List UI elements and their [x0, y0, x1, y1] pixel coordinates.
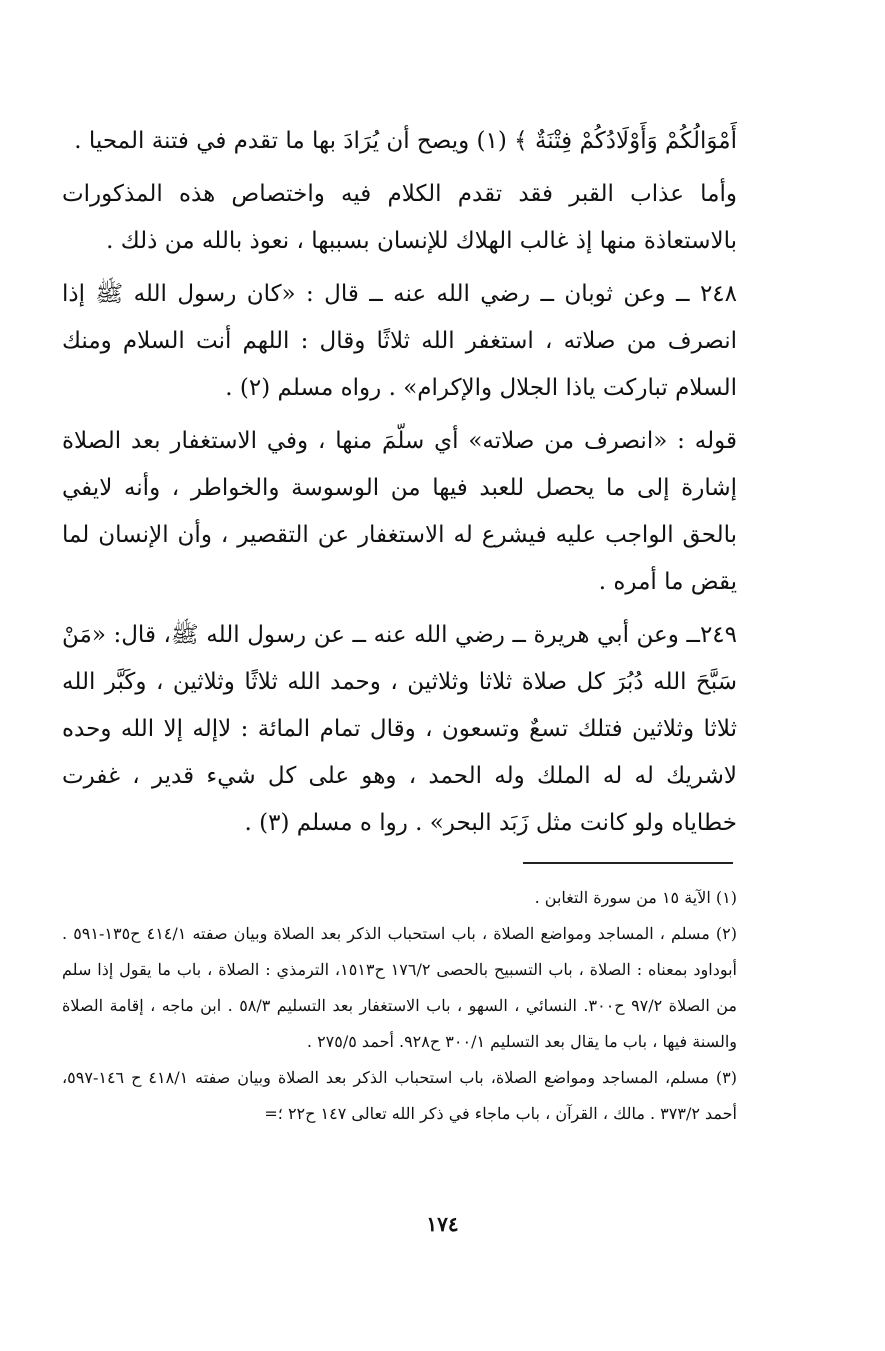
paragraph-grave-punishment: وأما عذاب القبر فقد تقدم الكلام فيه واختصاص هذه المذكورات بالاستعاذة منها إذ غالب الهلاك للإنسان بسببها ، نعوذ بالله من ذلك . [62, 181, 737, 254]
footnote-2: (٢) مسلم ، المساجد ومواضع الصلاة ، باب استحباب الذكر بعد الصلاة وبيان صفته ٤١٤/١ ح١٣٥-٥٩١ . أبوداود بمعناه : الصلاة ، باب التسبيح بالحصى ١٧٦/٢ ح١٥١٣، الترمذي : الصلاة ، باب ما يقول إذا سلم من الصلاة ٩٧/٢ ح٣٠٠. النسائي ، السهو ، باب الاستغفار بعد التسليم ٥٨/٣ . ابن ماجه ، إقامة الصلاة والسنة فيها ، باب ما يقال بعد التسليم ٣٠٠/١ ح٩٢٨. أحمد ٢٧٥/٥ . [62, 924, 738, 1051]
commentary-248: قوله : «انصرف من صلاته» أي سلّمَ منها ، وفي الاستغفار بعد الصلاة إشارة إلى ما يحصل للعبد فيها من الوسوسة والخواطر ، وأنه لايفي بالحق الواجب عليه فيشرع له الاستغفار عن التقصير ، وأن الإنسان لما يقض ما أمره . [62, 428, 737, 595]
page-number: ١٧٤ [426, 1212, 459, 1236]
footnote-divider [523, 862, 733, 864]
hadith-249: ٢٤٩ــ وعن أبي هريرة ــ رضي الله عنه ــ عن رسول الله ﷺ، قال: «مَنْ سَبَّحَ الله دُبُرَ كل صلاة ثلاثا وثلاثين ، وحمد الله ثلاثًا وثلاثين ، وكَبَّر الله ثلاثا وثلاثين فتلك تسعٌ وتسعون ، وقال تمام المائة : لاإله إلا الله وحده لاشريك له له الملك وله الحمد ، وهو على كل شيء قدير ، غفرت خطاياه ولو كانت مثل زَبَد البحر» . روا ه مسلم (٣) . [62, 622, 737, 836]
main-text [62, 118, 737, 853]
footnote-3: (٣) مسلم، المساجد ومواضع الصلاة، باب استحباب الذكر بعد الصلاة وبيان صفته ٤١٨/١ ح ١٤٦-٥٩٧، أحمد ٣٧٣/٢ . مالك ، القرآن ، باب ماجاء في ذكر الله تعالى ١٤٧ ح٢٢ ؛= [62, 1068, 738, 1123]
hadith-248: ٢٤٨ ــ وعن ثوبان ــ رضي الله عنه ــ قال : «كان رسول الله ﷺ إذا انصرف من صلاته ، استغفر الله ثلاثًا وقال : اللهم أنت السلام ومنك السلام تباركت ياذا الجلال والإكرام» . رواه مسلم (٢) . [62, 281, 737, 401]
footnotes [62, 880, 737, 1132]
paragraph-quran-continuation: أَمْوَالُكُمْ وَأَوْلَادُكُمْ فِتْنَةٌ ﴾ (١) ويصح أن يُرَادَ بها ما تقدم في فتنة المحيا . [74, 128, 737, 154]
footnote-1: (١) الآية ١٥ من سورة التغابن . [534, 888, 737, 907]
